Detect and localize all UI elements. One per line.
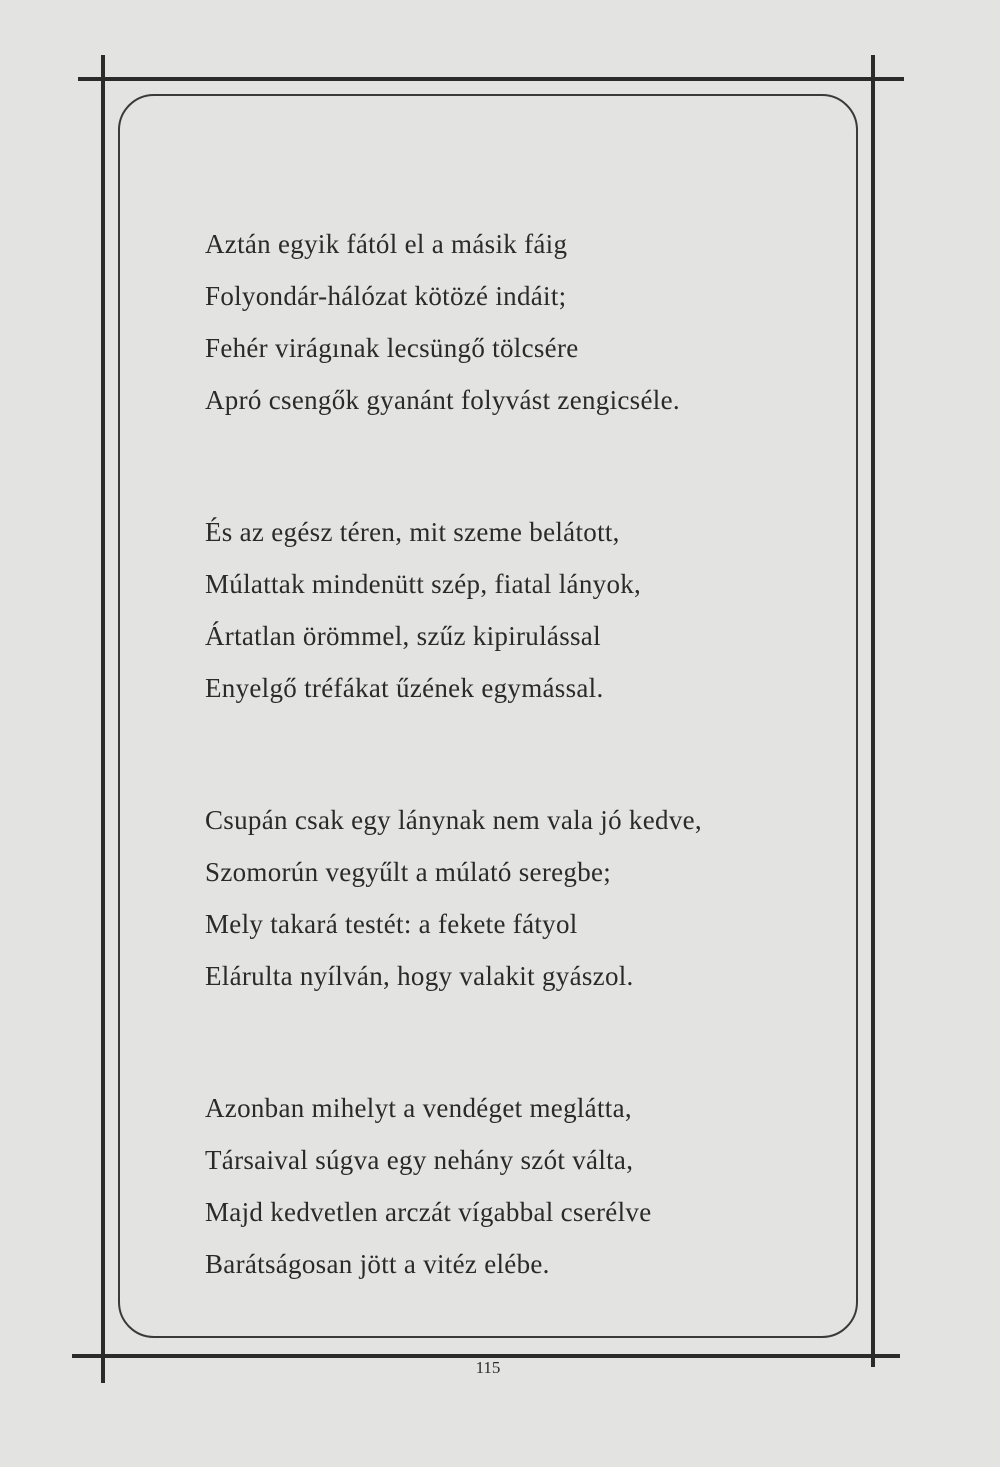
poem-line: Azonban mihelyt a vendéget meglátta,	[205, 1093, 632, 1123]
page-number: 115	[475, 1358, 501, 1377]
poem-line: Társaival súgva egy nehány szót válta,	[205, 1145, 634, 1175]
poem-line: Múlattak mindenütt szép, fiatal lányok,	[205, 569, 642, 599]
poem-line: Apró csengők gyanánt folyvást zengicséle.	[205, 385, 680, 415]
poem-line: Fehér virágınak lecsüngő tölcsére	[205, 333, 579, 363]
poem	[205, 218, 825, 1370]
poem-line: Mely takará testét: a fekete fátyol	[205, 909, 578, 939]
stanza-1	[205, 218, 825, 426]
frame-rule-top	[78, 77, 904, 81]
stanza-4	[205, 1082, 825, 1290]
poem-line: És az egész téren, mit szeme belátott,	[205, 517, 620, 547]
poem-line: Ártatlan örömmel, szűz kipirulással	[205, 621, 601, 651]
poem-line: Szomorún vegyűlt a múlató seregbe;	[205, 857, 612, 887]
poem-line: Aztán egyik fától el a másik fáig	[205, 229, 568, 259]
frame-rule-right	[871, 55, 875, 1367]
poem-line: Csupán csak egy lánynak nem vala jó kedve,	[205, 805, 702, 835]
poem-line: Enyelgő tréfákat űzének egymással.	[205, 673, 604, 703]
poem-line: Majd kedvetlen arczát vígabbal cserélve	[205, 1197, 652, 1227]
stanza-3	[205, 794, 825, 1002]
poem-line: Folyondár-hálózat kötözé indáit;	[205, 281, 567, 311]
poem-line: Elárulta nyílván, hogy valakit gyászol.	[205, 961, 634, 991]
stanza-2	[205, 506, 825, 714]
frame-rule-left	[101, 55, 105, 1383]
poem-line: Barátságosan jött a vitéz elébe.	[205, 1249, 550, 1279]
